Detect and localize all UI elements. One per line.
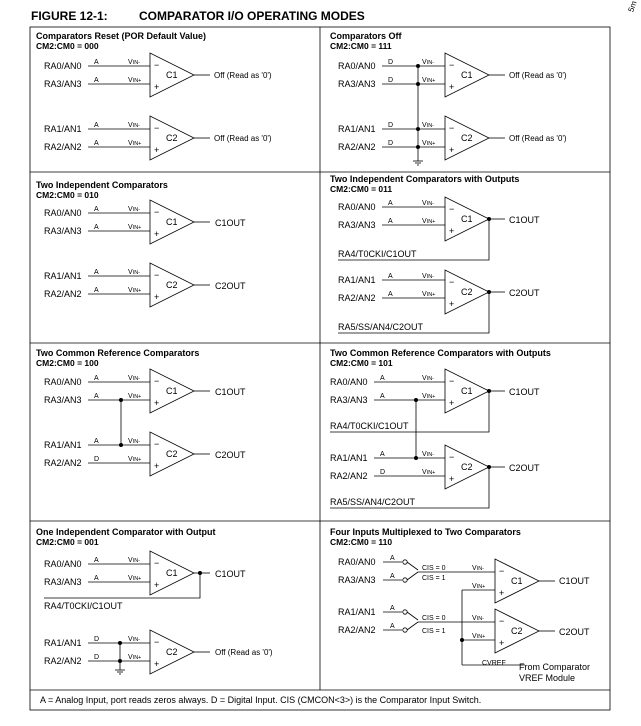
comparator-label: C2 (461, 287, 473, 297)
minus-input-sign: − (449, 204, 455, 214)
output-pin-label: RA4/T0CKI/C1OUT (44, 601, 123, 611)
pin-label: RA3/AN3 (44, 577, 82, 587)
pin-label: RA0/AN0 (44, 559, 82, 569)
switch-contact (403, 578, 407, 582)
minus-input-sign: − (499, 566, 505, 576)
pin-type-label: A (388, 291, 393, 298)
output-pin-label: RA5/SS/AN4/C2OUT (338, 322, 424, 332)
vin-plus-label: VIN+ (128, 77, 142, 84)
minus-input-sign: − (154, 376, 160, 386)
junction-dot (414, 456, 418, 460)
pin-type-label: D (94, 636, 100, 643)
vin-minus-label: VIN- (422, 200, 435, 207)
output-label: C2OUT (509, 288, 540, 298)
vin-plus-label: VIN+ (422, 469, 436, 476)
junction-dot (119, 443, 123, 447)
vin-plus-label: VIN+ (422, 77, 436, 84)
switch-arm (407, 572, 418, 580)
junction-dot (416, 127, 420, 131)
panel-title: One Independent Comparator with Output (36, 527, 216, 537)
plus-input-sign: + (154, 229, 160, 239)
output-pin-label: RA5/SS/AN4/C2OUT (330, 497, 416, 507)
pin-label: RA0/AN0 (44, 61, 82, 71)
pin-type-label: A (94, 59, 99, 66)
panel-title: Comparators Off (330, 31, 402, 41)
vin-minus-label: VIN- (422, 122, 435, 129)
output-label: C1OUT (559, 576, 590, 586)
junction-dot (416, 82, 420, 86)
comparator-label: C2 (511, 626, 523, 636)
comparator-label: C1 (166, 217, 178, 227)
plus-input-sign: + (449, 299, 455, 309)
vin-plus-label: VIN+ (422, 218, 436, 225)
pin-label: RA1/AN1 (44, 271, 82, 281)
mode-label: CM2:CM0 = 110 (330, 537, 393, 547)
footnote: A = Analog Input, port reads zeros always. D = Digital Input. CIS (CMCON<3>) is the Comparator Input Switch. (40, 695, 482, 705)
vin-plus-label: VIN+ (128, 140, 142, 147)
panel-title: Two Independent Comparators (36, 180, 168, 190)
pin-type-label: D (388, 59, 394, 66)
plus-input-sign: + (449, 226, 455, 236)
comparator-label: C1 (461, 214, 473, 224)
comparator-label: C1 (166, 70, 178, 80)
pin-type-label: A (94, 575, 99, 582)
switch-arm (407, 612, 418, 620)
pin-label: RA2/AN2 (338, 142, 376, 152)
pin-label: RA2/AN2 (44, 289, 82, 299)
output-label: C1OUT (215, 387, 246, 397)
plus-input-sign: + (449, 82, 455, 92)
vin-minus-label: VIN- (422, 273, 435, 280)
pin-label: RA1/AN1 (44, 124, 82, 134)
vin-minus-label: VIN- (128, 636, 141, 643)
comparator-label: C2 (166, 133, 178, 143)
comparator-label: C1 (461, 386, 473, 396)
pin-type-label: D (94, 456, 100, 463)
minus-input-sign: − (154, 123, 160, 133)
vin-plus-label: VIN+ (422, 291, 436, 298)
vin-plus-label: VIN+ (128, 224, 142, 231)
pin-label: RA0/AN0 (338, 202, 376, 212)
pin-label: RA2/AN2 (44, 656, 82, 666)
vin-minus-label: VIN- (472, 615, 485, 622)
pin-type-label: D (380, 469, 386, 476)
minus-input-sign: − (154, 60, 160, 70)
vin-minus-label: VIN- (128, 122, 141, 129)
plus-input-sign: + (154, 82, 160, 92)
cis-label: CIS = 1 (422, 575, 446, 582)
pin-type-label: A (94, 206, 99, 213)
pin-type-label: A (390, 605, 395, 612)
pin-type-label: A (94, 438, 99, 445)
comparator-label: C1 (166, 386, 178, 396)
cvref-label: CVREF (482, 660, 506, 667)
junction-dot (416, 145, 420, 149)
vin-plus-label: VIN+ (128, 575, 142, 582)
pin-type-label: D (388, 140, 394, 147)
vin-plus-label: VIN+ (128, 287, 142, 294)
junction-dot (416, 64, 420, 68)
minus-input-sign: − (449, 277, 455, 287)
plus-input-sign: + (154, 398, 160, 408)
output-label: C2OUT (559, 627, 590, 637)
cvref-note: From Comparator (519, 662, 591, 672)
pin-type-label: A (94, 393, 99, 400)
minus-input-sign: − (154, 637, 160, 647)
cis-label: CIS = 0 (422, 615, 446, 622)
minus-input-sign: − (449, 452, 455, 462)
pin-type-label: A (388, 200, 393, 207)
plus-input-sign: + (449, 398, 455, 408)
comparator-label: C2 (166, 647, 178, 657)
vin-plus-label: VIN+ (422, 140, 436, 147)
switch-contact (403, 560, 407, 564)
pin-label: RA3/AN3 (44, 395, 82, 405)
output-pin-label: RA4/T0CKI/C1OUT (330, 421, 409, 431)
output-label: C2OUT (215, 281, 246, 291)
switch-arm (407, 622, 418, 630)
panel-title: Comparators Reset (POR Default Value) (36, 31, 207, 41)
pin-type-label: D (388, 77, 394, 84)
cis-label: CIS = 1 (422, 628, 446, 635)
mode-label: CM2:CM0 = 000 (36, 41, 99, 51)
vin-minus-label: VIN- (128, 557, 141, 564)
pin-label: RA2/AN2 (44, 142, 82, 152)
plus-input-sign: + (154, 461, 160, 471)
junction-dot (460, 638, 464, 642)
corner-mark: 5m (626, 0, 639, 14)
output-label: Off (Read as '0') (214, 134, 272, 143)
vin-plus-label: VIN+ (128, 393, 142, 400)
pin-label: RA0/AN0 (44, 377, 82, 387)
output-pin-label: RA4/T0CKI/C1OUT (338, 249, 417, 259)
pin-label: RA2/AN2 (338, 293, 376, 303)
pin-label: RA1/AN1 (338, 124, 376, 134)
mode-label: CM2:CM0 = 001 (36, 537, 99, 547)
figure-title: COMPARATOR I/O OPERATING MODES (139, 9, 365, 23)
minus-input-sign: − (449, 376, 455, 386)
pin-type-label: A (94, 140, 99, 147)
panel-title: Two Common Reference Comparators with Outputs (330, 348, 551, 358)
output-label: C1OUT (509, 215, 540, 225)
minus-input-sign: − (449, 123, 455, 133)
cvref-note: VREF Module (519, 673, 576, 683)
pin-type-label: A (94, 557, 99, 564)
vin-plus-label: VIN+ (128, 456, 142, 463)
comparator-label: C1 (511, 576, 523, 586)
plus-input-sign: + (154, 659, 160, 669)
pin-type-label: A (380, 451, 385, 458)
pin-label: RA3/AN3 (338, 575, 376, 585)
panel-title: Two Independent Comparators with Outputs (330, 174, 520, 184)
vin-minus-label: VIN- (128, 206, 141, 213)
output-label: C2OUT (509, 463, 540, 473)
switch-contact (403, 610, 407, 614)
pin-type-label: A (390, 555, 395, 562)
pin-type-label: A (390, 573, 395, 580)
minus-input-sign: − (499, 616, 505, 626)
pin-type-label: A (380, 375, 385, 382)
output-label: Off (Read as '0') (214, 71, 272, 80)
vin-minus-label: VIN- (128, 269, 141, 276)
pin-type-label: A (390, 623, 395, 630)
plus-input-sign: + (449, 145, 455, 155)
vin-plus-label: VIN+ (422, 393, 436, 400)
pin-type-label: A (94, 77, 99, 84)
mode-label: CM2:CM0 = 111 (330, 41, 392, 51)
comparator-label: C1 (461, 70, 473, 80)
plus-input-sign: + (154, 580, 160, 590)
minus-input-sign: − (154, 439, 160, 449)
pin-type-label: A (380, 393, 385, 400)
plus-input-sign: + (499, 638, 505, 648)
pin-type-label: A (94, 269, 99, 276)
pin-type-label: A (388, 218, 393, 225)
pin-label: RA3/AN3 (338, 79, 376, 89)
pin-label: RA1/AN1 (330, 453, 368, 463)
figure-number: FIGURE 12-1: (31, 9, 108, 23)
pin-type-label: A (94, 122, 99, 129)
pin-type-label: A (388, 273, 393, 280)
pin-label: RA0/AN0 (44, 208, 82, 218)
pin-label: RA3/AN3 (330, 395, 368, 405)
pin-type-label: A (94, 287, 99, 294)
switch-contact (403, 628, 407, 632)
pin-label: RA3/AN3 (44, 79, 82, 89)
pin-label: RA0/AN0 (330, 377, 368, 387)
vin-minus-label: VIN- (422, 375, 435, 382)
junction-dot (118, 641, 122, 645)
switch-arm (407, 562, 418, 570)
vin-minus-label: VIN- (128, 59, 141, 66)
panel-title: Four Inputs Multiplexed to Two Comparators (330, 527, 521, 537)
pin-label: RA3/AN3 (338, 220, 376, 230)
comparator-label: C1 (166, 568, 178, 578)
pin-label: RA1/AN1 (338, 275, 376, 285)
vin-plus-label: VIN+ (472, 633, 486, 640)
comparator-label: C2 (461, 133, 473, 143)
pin-type-label: D (94, 654, 100, 661)
minus-input-sign: − (154, 207, 160, 217)
output-label: C1OUT (215, 218, 246, 228)
output-label: C1OUT (509, 387, 540, 397)
output-label: Off (Read as '0') (509, 71, 567, 80)
pin-type-label: A (94, 224, 99, 231)
vin-minus-label: VIN- (422, 451, 435, 458)
output-label: C2OUT (215, 450, 246, 460)
comparator-label: C2 (166, 449, 178, 459)
mode-label: CM2:CM0 = 101 (330, 358, 393, 368)
pin-label: RA2/AN2 (338, 625, 376, 635)
mode-label: CM2:CM0 = 100 (36, 358, 99, 368)
output-label: Off (Read as '0') (215, 648, 273, 657)
cis-label: CIS = 0 (422, 565, 446, 572)
plus-input-sign: + (154, 292, 160, 302)
vin-minus-label: VIN- (128, 438, 141, 445)
vin-plus-label: VIN+ (472, 583, 486, 590)
vin-plus-label: VIN+ (128, 654, 142, 661)
vin-minus-label: VIN- (472, 565, 485, 572)
junction-dot (118, 659, 122, 663)
pin-label: RA1/AN1 (44, 440, 82, 450)
pin-label: RA0/AN0 (338, 61, 376, 71)
mode-label: CM2:CM0 = 011 (330, 184, 393, 194)
pin-label: RA3/AN3 (44, 226, 82, 236)
pin-label: RA1/AN1 (338, 607, 376, 617)
panel-title: Two Common Reference Comparators (36, 348, 200, 358)
output-label: C1OUT (215, 569, 246, 579)
plus-input-sign: + (449, 474, 455, 484)
plus-input-sign: + (154, 145, 160, 155)
vin-minus-label: VIN- (128, 375, 141, 382)
vin-minus-label: VIN- (422, 59, 435, 66)
output-label: Off (Read as '0') (509, 134, 567, 143)
pin-label: RA1/AN1 (44, 638, 82, 648)
mode-label: CM2:CM0 = 010 (36, 190, 99, 200)
comparator-label: C2 (166, 280, 178, 290)
minus-input-sign: − (154, 270, 160, 280)
pin-type-label: D (388, 122, 394, 129)
plus-input-sign: + (499, 588, 505, 598)
pin-label: RA2/AN2 (330, 471, 368, 481)
pin-type-label: A (94, 375, 99, 382)
comparator-label: C2 (461, 462, 473, 472)
minus-input-sign: − (154, 558, 160, 568)
pin-label: RA2/AN2 (44, 458, 82, 468)
pin-label: RA0/AN0 (338, 557, 376, 567)
minus-input-sign: − (449, 60, 455, 70)
